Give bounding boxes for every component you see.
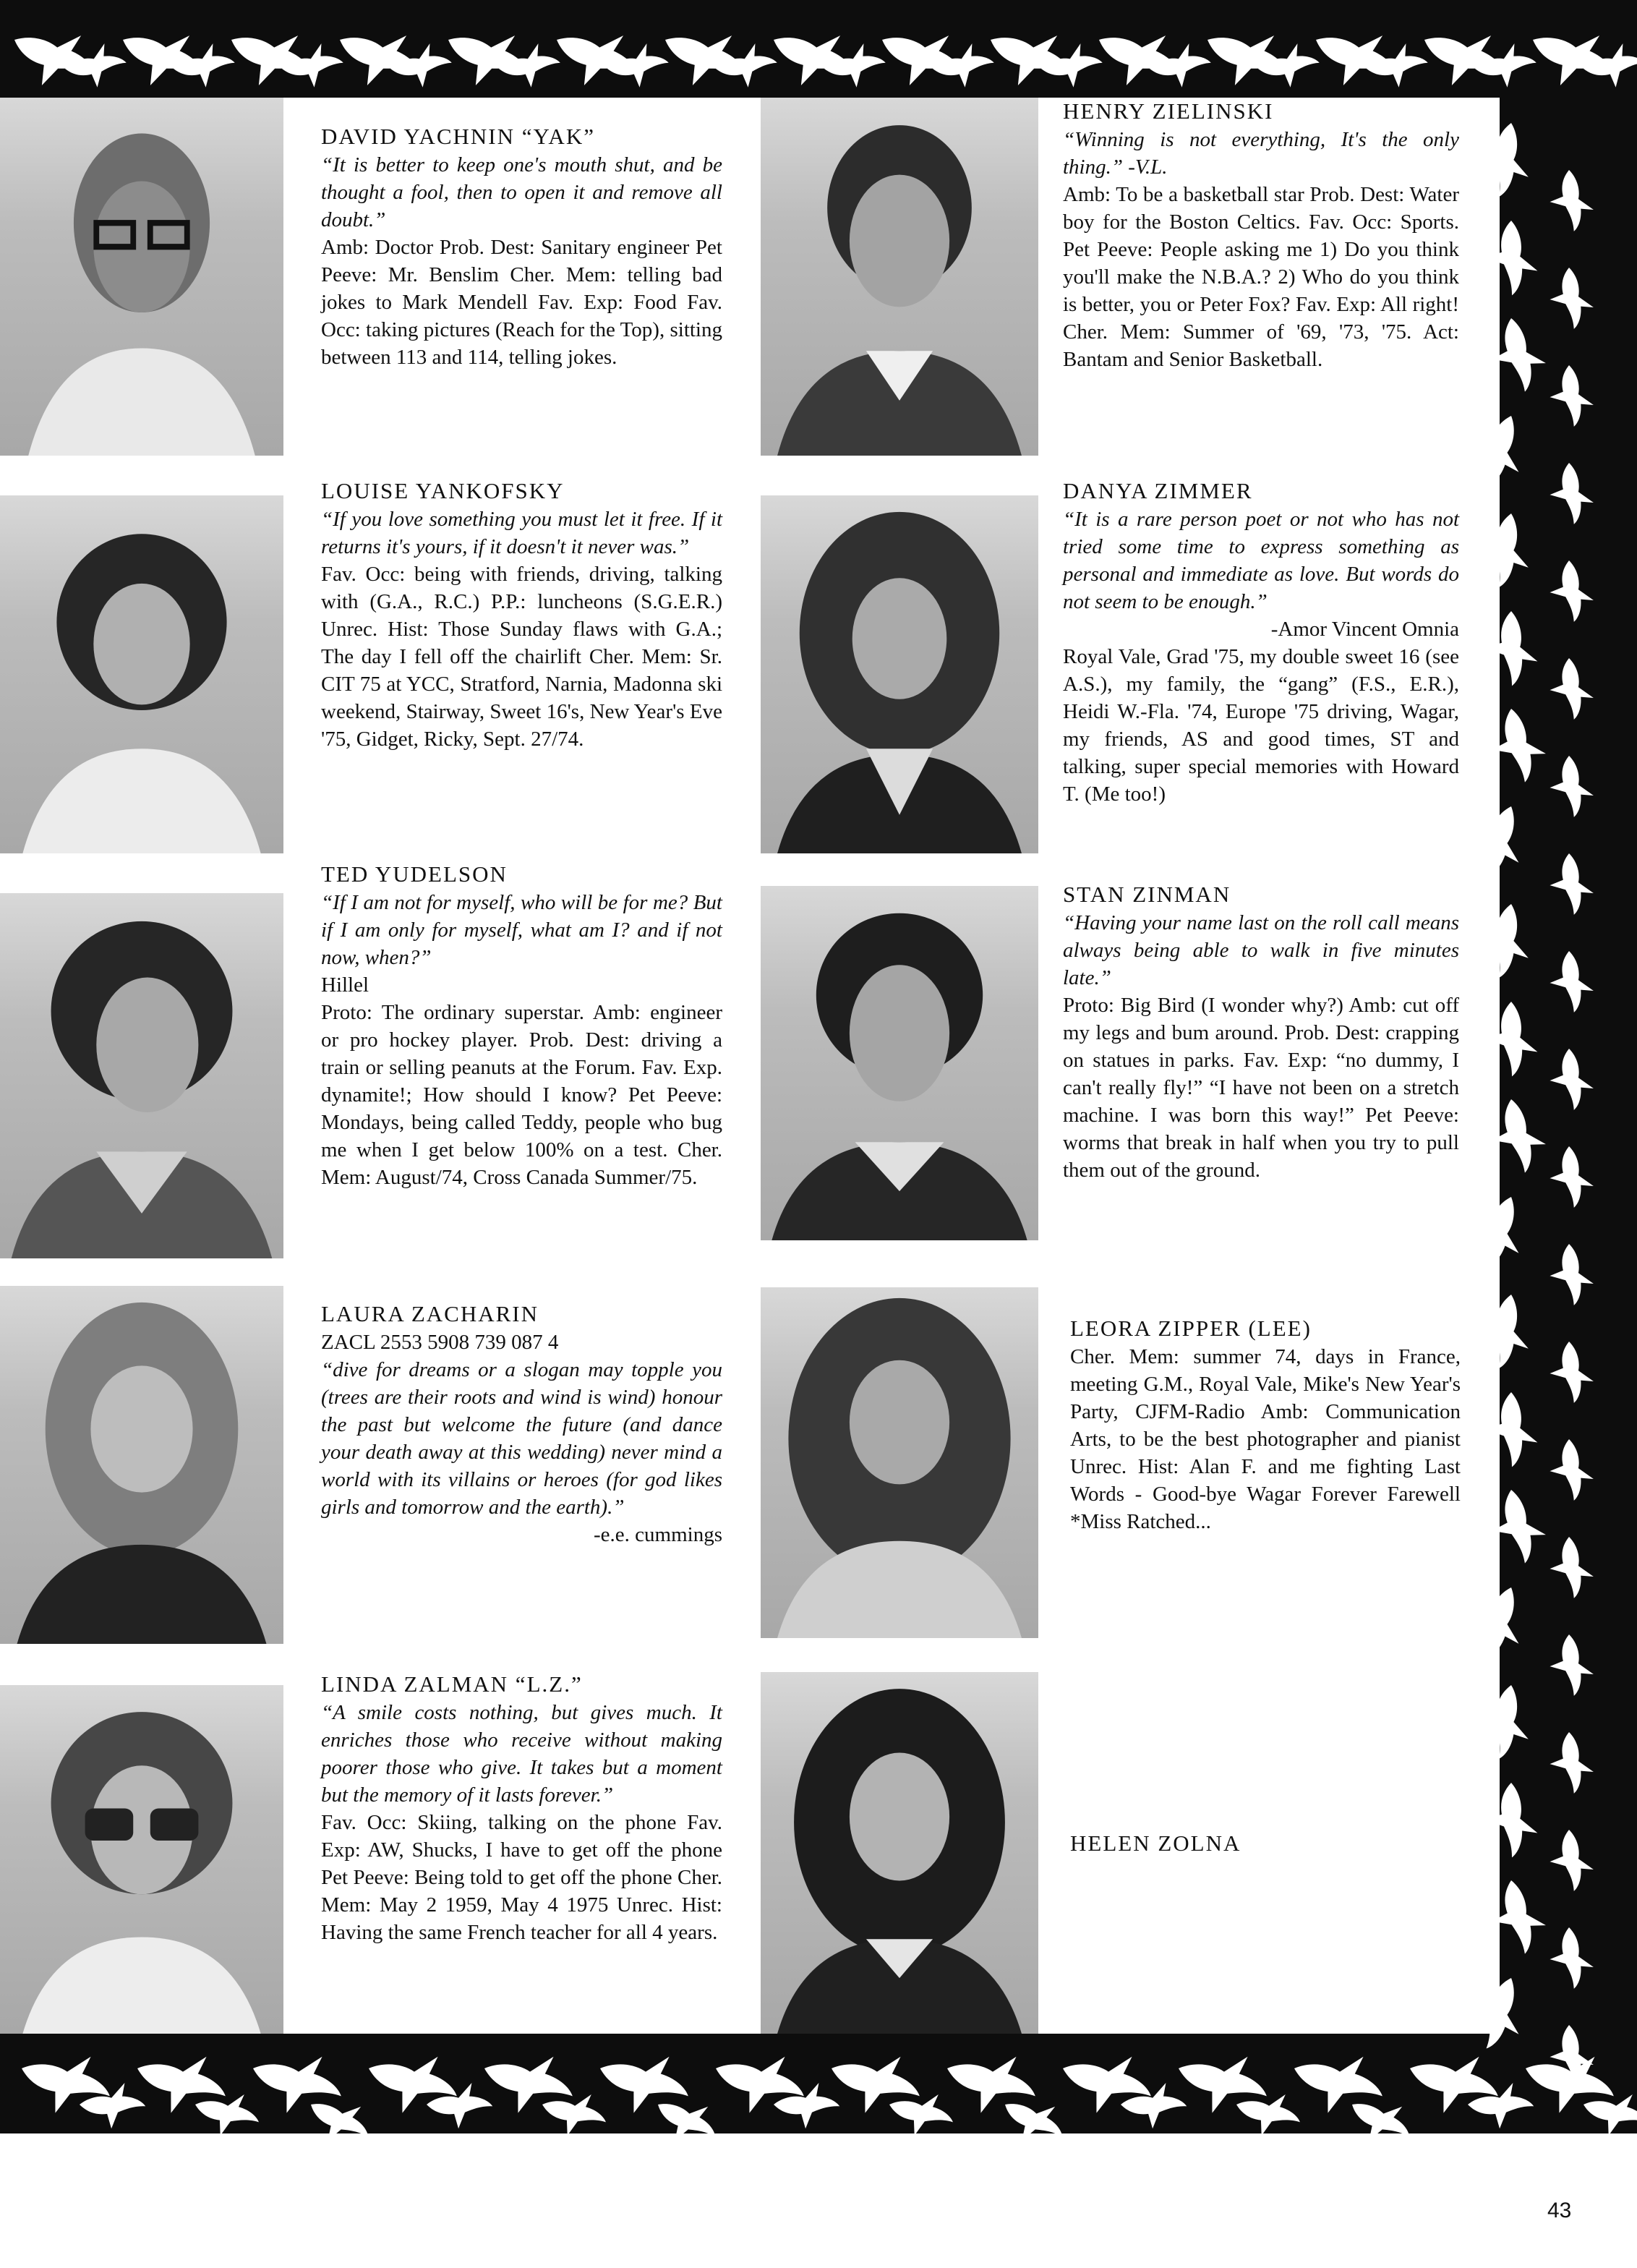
portrait-photo-laura-zacharin (0, 1286, 283, 1644)
portrait-photo-henry-zielinski (761, 98, 1038, 456)
student-quote: “If I am not for myself, who will be for me? But if I am only for myself, what am I? and if not now, when?” (321, 891, 722, 969)
student-name: DANYA ZIMMER (1063, 478, 1253, 503)
student-quote: “dive for dreams or a slogan may topple you (trees are their roots and wind is wind) honour the past but welcome the future (and dance your death away at this wedding) never mind a world with its villains or heroes (for god likes girls and tomorrow and the earth).” (321, 1358, 722, 1519)
entry-linda-zalman (321, 1671, 722, 1946)
portrait-photo-helen-zolna (761, 1672, 1038, 2034)
student-details: Amb: Doctor Prob. Dest: Sanitary engineer Pet Peeve: Mr. Benslim Cher. Mem: telling bad jokes to Mark Mendell Fav. Exp: Food Fav. Occ: taking pictures (Reach for the Top), sitting between 113 and 114, telling jokes. (321, 236, 722, 369)
entry-henry-zielinski (1063, 98, 1459, 373)
student-details: Cher. Mem: summer 74, days in France, meeting G.M., Royal Vale, Mike's New Year's Party, CJFM-Radio Amb: Communication Arts, to be the best photographer and pianist Unrec. Hist: Alan F. and me fighting Last Words - Good-bye Wagar Forever Farewell *Miss Ratched... (1070, 1345, 1461, 1533)
page-number: 43 (1547, 2199, 1572, 2222)
student-name: HELEN ZOLNA (1070, 1830, 1241, 1856)
student-name: LINDA ZALMAN “L.Z.” (321, 1671, 583, 1697)
student-details: Proto: The ordinary superstar. Amb: engineer or pro hockey player. Prob. Dest: driving a train or selling peanuts at the Forum. Fav. Exp. dynamite!; How should I know? Pet Peeve: Mondays, being called Teddy, people who bug me when I get below 100% on a test. Cher. Mem: August/74, Cross Canada Summer/75. (321, 1001, 722, 1189)
quote-attribution: Hillel (321, 973, 369, 997)
portrait-photo-louise-yankofsky (0, 495, 283, 853)
student-name: DAVID YACHNIN “YAK” (321, 124, 595, 149)
student-name: LAURA ZACHARIN (321, 1301, 539, 1326)
portrait-photo-ted-yudelson (0, 893, 283, 1258)
student-details: Fav. Occ: Skiing, talking on the phone Fav. Exp: AW, Shucks, I have to get off the phone Pet Peeve: Being told to get off the phone Cher. Mem: May 2 1959, May 4 1975 Unrec. Hist: Having the same French teacher for all 4 years. (321, 1811, 722, 1944)
student-details: Fav. Occ: being with friends, driving, talking with (G.A., R.C.) P.P.: luncheons (S.G.E.R.) Unrec. Hist: Those Sunday flaws with G.A.; The day I fell off the chairlift Cher. Mem: Sr. CIT 75 at YCC, Stratford, Narnia, Madonna ski weekend, Stairway, Sweet 16's, New Year's Eve '75, Gidget, Ricky, Sept. 27/74. (321, 563, 722, 751)
entry-louise-yankofsky (321, 477, 722, 753)
entry-laura-zacharin (321, 1300, 722, 1548)
student-quote: “It is better to keep one's mouth shut, and be thought a fool, then to open it and remove all doubt.” (321, 153, 722, 231)
entry-leora-zipper (1070, 1315, 1461, 1535)
student-code: ZACL 2553 5908 739 087 4 (321, 1331, 559, 1354)
student-name: LEORA ZIPPER (LEE) (1070, 1316, 1312, 1341)
student-name: HENRY ZIELINSKI (1063, 98, 1274, 124)
student-quote: “Winning is not everything, It's the only thing.” -V.L. (1063, 128, 1459, 179)
student-details: Amb: To be a basketball star Prob. Dest: Water boy for the Boston Celtics. Fav. Occ: Sports. Pet Peeve: People asking me 1) Do you think you'll make the N.B.A.? 2) Who do you think is better, you or Peter Fox? Fav. Exp: All right! Cher. Mem: Summer of '69, '73, '75. Act: Bantam and Senior Basketball. (1063, 183, 1459, 371)
goose-border-right (1500, 0, 1637, 2133)
student-quote: “A smile costs nothing, but gives much. It enriches those who receive without making poorer those who give. It takes but a moment but the memory of it lasts forever.” (321, 1701, 722, 1807)
student-details: Royal Vale, Grad '75, my double sweet 16 (see A.S.), my family, the “gang” (F.S., E.R.), Heidi W.-Fla. '74, Europe '75 driving, Wagar, my friends, AS and good times, ST and talking, super special memories with Howard T. (Me too!) (1063, 645, 1459, 806)
student-details: Proto: Big Bird (I wonder why?) Amb: cut off my legs and bum around. Prob. Dest: crapping on statues in parks. Fav. Exp: “no dummy, I can't really fly!” “I have not been on a stretch machine. I was born this way!” Pet Peeve: worms that break in half when you try to pull them out of the ground. (1063, 994, 1459, 1182)
entry-ted-yudelson (321, 861, 722, 1191)
student-name: LOUISE YANKOFSKY (321, 478, 565, 503)
student-name: STAN ZINMAN (1063, 882, 1231, 907)
entry-stan-zinman (1063, 881, 1459, 1184)
student-quote: “Having your name last on the roll call means always being able to walk in five minutes late.” (1063, 911, 1459, 989)
student-quote: “If you love something you must let it free. If it returns it's yours, if it doesn't it never was.” (321, 508, 722, 558)
quote-attribution: -Amor Vincent Omnia (1270, 618, 1459, 641)
portrait-photo-david-yachnin (0, 98, 283, 456)
quote-attribution: -e.e. cummings (594, 1523, 722, 1546)
portrait-photo-danya-zimmer (761, 495, 1038, 853)
entry-david-yachnin (321, 123, 722, 371)
entry-danya-zimmer (1063, 477, 1459, 808)
goose-border-bottom (0, 2034, 1637, 2133)
portrait-photo-leora-zipper (761, 1287, 1038, 1638)
portrait-photo-linda-zalman (0, 1685, 283, 2034)
student-name: TED YUDELSON (321, 861, 508, 887)
student-quote: “It is a rare person poet or not who has not tried some time to express something as personal and immediate as love. But words do not seem to be enough.” (1063, 508, 1459, 613)
goose-border-top (0, 0, 1637, 98)
entry-helen-zolna (1070, 1830, 1461, 1858)
portrait-photo-stan-zinman (761, 886, 1038, 1240)
